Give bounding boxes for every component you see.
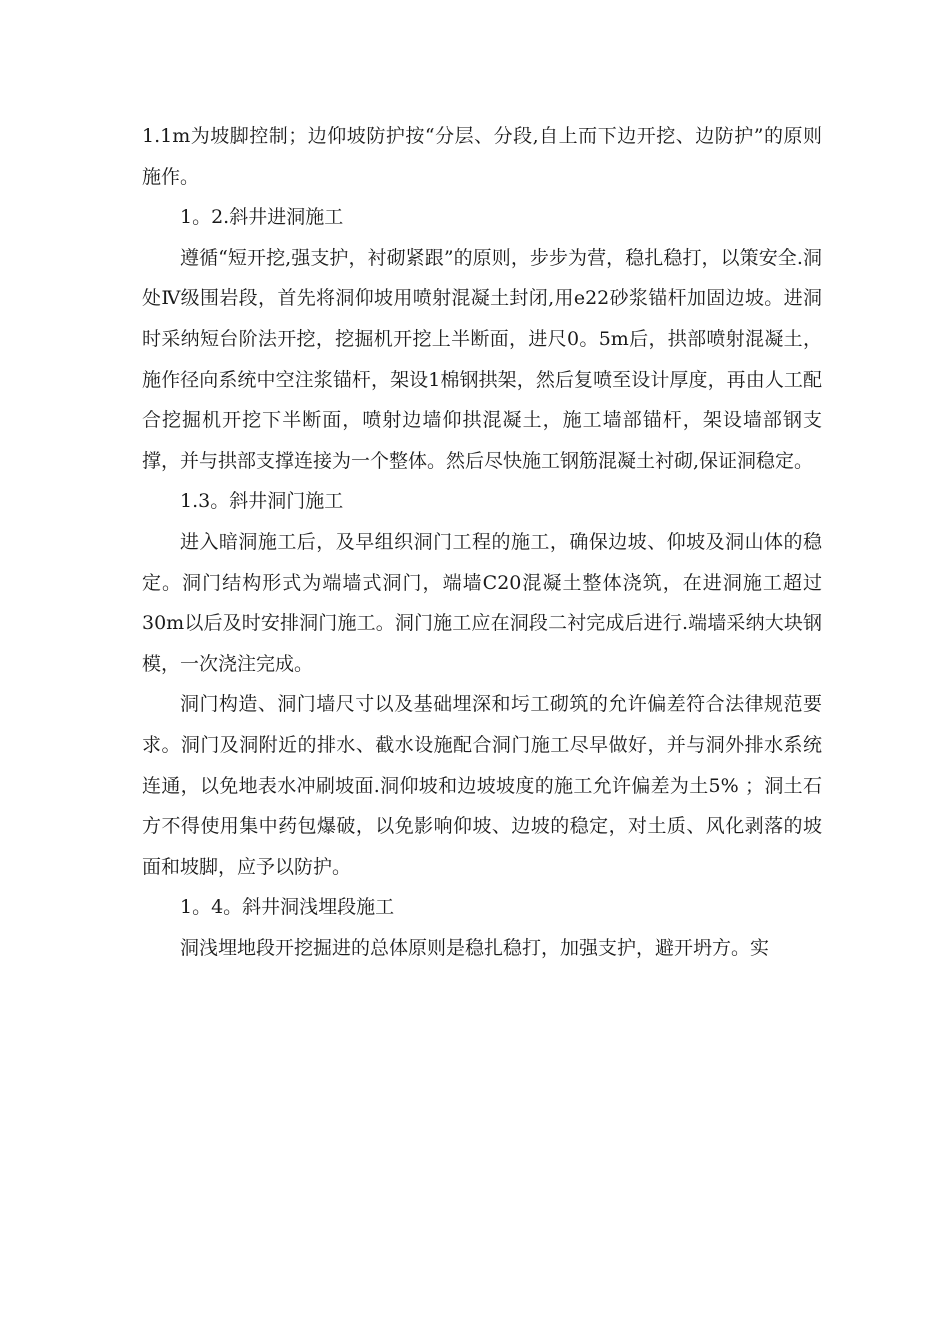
section-heading-shallow-buried-section: 1。4。斜井洞浅埋段施工 (180, 896, 395, 919)
paragraph-portal-construction: 进入暗洞施工后，及早组织洞门工程的施工，确保边坡、仰坡及洞山体的稳定。洞门结构形式为端墙式洞门，端墙C20混凝土整体浇筑，在进洞施工超过30m以后及时安排洞门施工。洞门施工应在洞段二衬完成后进行.端墙采纳大块钢模，一次浇注完成。 (142, 530, 822, 675)
paragraph-slope-protection: 1.1m为坡脚控制；边仰坡防护按“分层、分段,自上而下边开挖、边防护”的原则施作。 (142, 125, 822, 188)
paragraph-shallow-buried-section: 洞浅埋地段开挖掘进的总体原则是稳扎稳打，加强支护，避开坍方。实 (180, 936, 770, 959)
paragraph-entry-construction: 遵循“短开挖,强支护，衬砌紧跟”的原则，步步为营，稳扎稳打，以策安全.洞处Ⅳ级围岩段，首先将洞仰坡用喷射混凝土封闭,用е22砂浆锚杆加固边坡。进洞时采纳短台阶法开挖，挖掘机开挖上半断面，进尺0。5m后，拱部喷射混凝土，施作径向系统中空注浆锚杆，架设1棉钢拱架，然后复喷至设计厚度，再由人工配合挖掘机开挖下半断面，喷射边墙仰拱混凝土，施工墙部锚杆，架设墙部钢支撑，并与拱部支撑连接为一个整体。然后尽快施工钢筋混凝土衬砌,保证洞稳定。 (142, 246, 822, 472)
section-heading-portal-construction: 1.3。斜井洞门施工 (180, 490, 344, 513)
section-heading-incline-shaft-entry: 1。2.斜井进洞施工 (180, 206, 344, 229)
paragraph-portal-tolerances: 洞门构造、洞门墙尺寸以及基础埋深和圬工砌筑的允许偏差符合法律规范要求。洞门及洞附近的排水、截水设施配合洞门施工尽早做好，并与洞外排水系统连通，以免地表水冲刷坡面.洞仰坡和边坡坡度的施工允许偏差为土5% ；洞土石方不得使用集中药包爆破，以免影响仰坡、边坡的稳定，对土质、风化剥落的坡面和坡脚，应予以防护。 (142, 693, 822, 878)
document-body (142, 116, 822, 968)
